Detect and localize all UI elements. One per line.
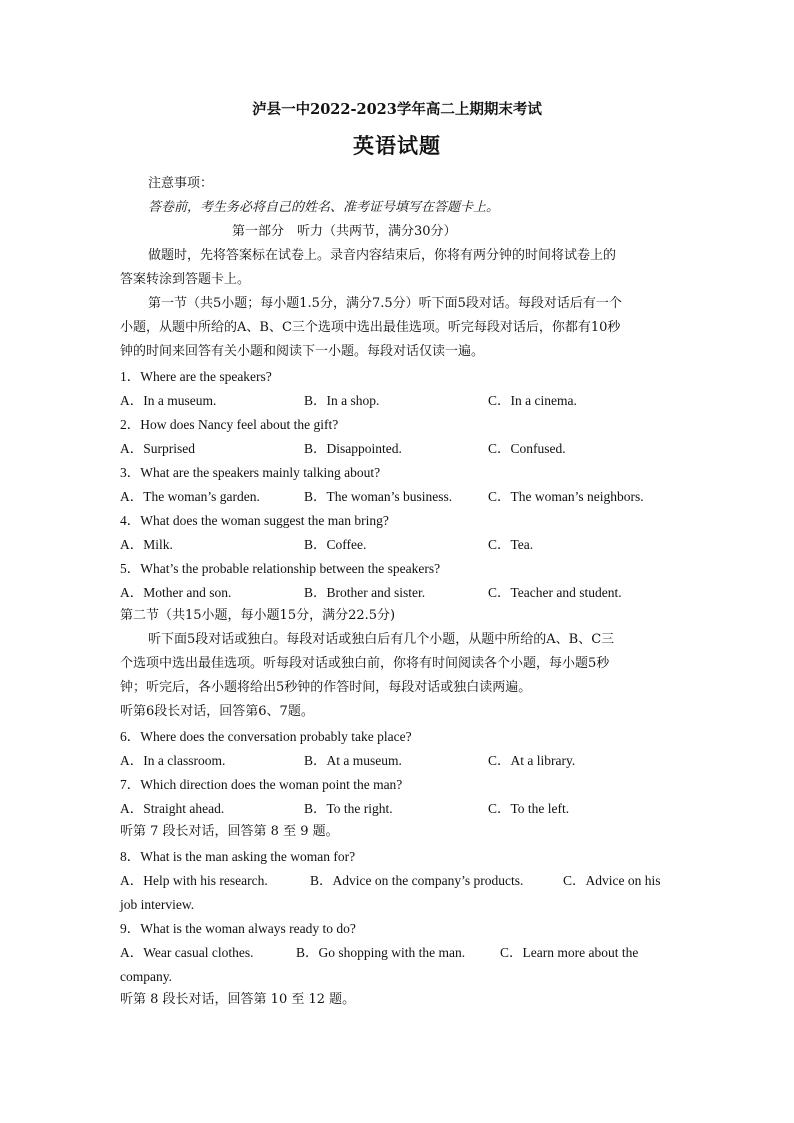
passage6-intro: 听第6段长对话，回答第6、7题。 xyxy=(120,704,314,719)
question-9-option-c: C．Learn more about the xyxy=(500,945,639,960)
section1-instruction-line2: 小题，从题中所给的A、B、C三个选项中选出最佳选项。听完每段对话后，你都有10秒 xyxy=(120,320,621,335)
question-3-option-c: C．The woman’s neighbors. xyxy=(488,489,644,504)
section2-instruction-line2: 个选项中选出最佳选项。听每段对话或独白前，你将有时间阅读各个小题，每小题5秒 xyxy=(120,656,610,671)
question-1-option-c: C．In a cinema. xyxy=(488,393,577,408)
question-5: 5．What’s the probable relationship between the speakers? xyxy=(120,561,441,576)
question-6-option-a: A．In a classroom. xyxy=(120,753,226,768)
question-4: 4．What does the woman suggest the man bring? xyxy=(120,513,389,528)
question-8-option-c-continued: job interview. xyxy=(120,897,195,912)
question-6-option-b: B．At a museum. xyxy=(304,753,402,768)
question-9-option-c-continued: company. xyxy=(120,969,172,984)
question-9: 9．What is the woman always ready to do? xyxy=(120,921,356,936)
section2-instruction-line1: 听下面5段对话或独白。每段对话或独白后有几个小题，从题中所给的A、B、C三 xyxy=(148,632,615,647)
question-1-option-b: B．In a shop. xyxy=(304,393,380,408)
question-4-option-a: A．Milk. xyxy=(120,537,173,552)
question-1-option-a: A．In a museum. xyxy=(120,393,217,408)
question-6: 6．Where does the conversation probably take place? xyxy=(120,729,412,744)
part1-heading: 第一部分 听力（共两节，满分30分） xyxy=(232,224,457,239)
question-7-option-a: A．Straight ahead. xyxy=(120,801,225,816)
question-9-option-a: A．Wear casual clothes. xyxy=(120,945,254,960)
question-5-option-b: B．Brother and sister. xyxy=(304,585,426,600)
question-4-option-b: B．Coffee. xyxy=(304,537,367,552)
question-5-option-c: C．Teacher and student. xyxy=(488,585,622,600)
question-8-option-a: A．Help with his research. xyxy=(120,873,268,888)
section2-heading: 第二节（共15小题，每小题15分，满分22.5分) xyxy=(120,608,396,623)
part1-intro-line1: 做题时，先将答案标在试卷上。录音内容结束后，你将有两分钟的时间将试卷上的 xyxy=(148,248,617,263)
question-3: 3．What are the speakers mainly talking about? xyxy=(120,465,381,480)
question-6-option-c: C．At a library. xyxy=(488,753,576,768)
section1-instruction-line1: 第一节（共5小题；每小题1.5分，满分7.5分）听下面5段对话。每段对话后有一个 xyxy=(148,296,622,311)
question-2-option-a: A．Surprised xyxy=(120,441,195,456)
passage7-intro: 听第 7 段长对话，回答第 8 至 9 题。 xyxy=(120,824,339,839)
question-3-option-b: B．The woman’s business. xyxy=(304,489,453,504)
notice-text: 答卷前，考生务必将自己的姓名、准考证号填写在答题卡上。 xyxy=(148,200,500,215)
question-3-option-a: A．The woman’s garden. xyxy=(120,489,260,504)
notice-label: 注意事项： xyxy=(148,176,214,191)
question-5-option-a: A．Mother and son. xyxy=(120,585,232,600)
section2-instruction-line3: 钟；听完后，各小题将给出5秒钟的作答时间，每段对话或独白读两遍。 xyxy=(120,680,532,695)
question-8-option-b: B．Advice on the company’s products. xyxy=(310,873,524,888)
subject-title: 英语试题 xyxy=(353,133,441,158)
section1-instruction-line3: 钟的时间来回答有关小题和阅读下一小题。每段对话仅读一遍。 xyxy=(120,344,485,359)
question-9-option-b: B．Go shopping with the man. xyxy=(296,945,466,960)
question-2-option-b: B．Disappointed. xyxy=(304,441,402,456)
question-8-option-c: C．Advice on his xyxy=(563,873,661,888)
passage8-intro: 听第 8 段长对话，回答第 10 至 12 题。 xyxy=(120,992,356,1007)
part1-intro-line2: 答案转涂到答题卡上。 xyxy=(120,272,251,287)
question-2-option-c: C．Confused. xyxy=(488,441,566,456)
question-1: 1．Where are the speakers? xyxy=(120,369,272,384)
question-7: 7．Which direction does the woman point the man? xyxy=(120,777,403,792)
question-8: 8．What is the man asking the woman for? xyxy=(120,849,356,864)
question-7-option-c: C．To the left. xyxy=(488,801,570,816)
question-2: 2．How does Nancy feel about the gift? xyxy=(120,417,339,432)
question-4-option-c: C．Tea. xyxy=(488,537,534,552)
question-7-option-b: B．To the right. xyxy=(304,801,393,816)
exam-title: 泸县一中2022-2023学年高二上期期末考试 xyxy=(252,101,542,118)
